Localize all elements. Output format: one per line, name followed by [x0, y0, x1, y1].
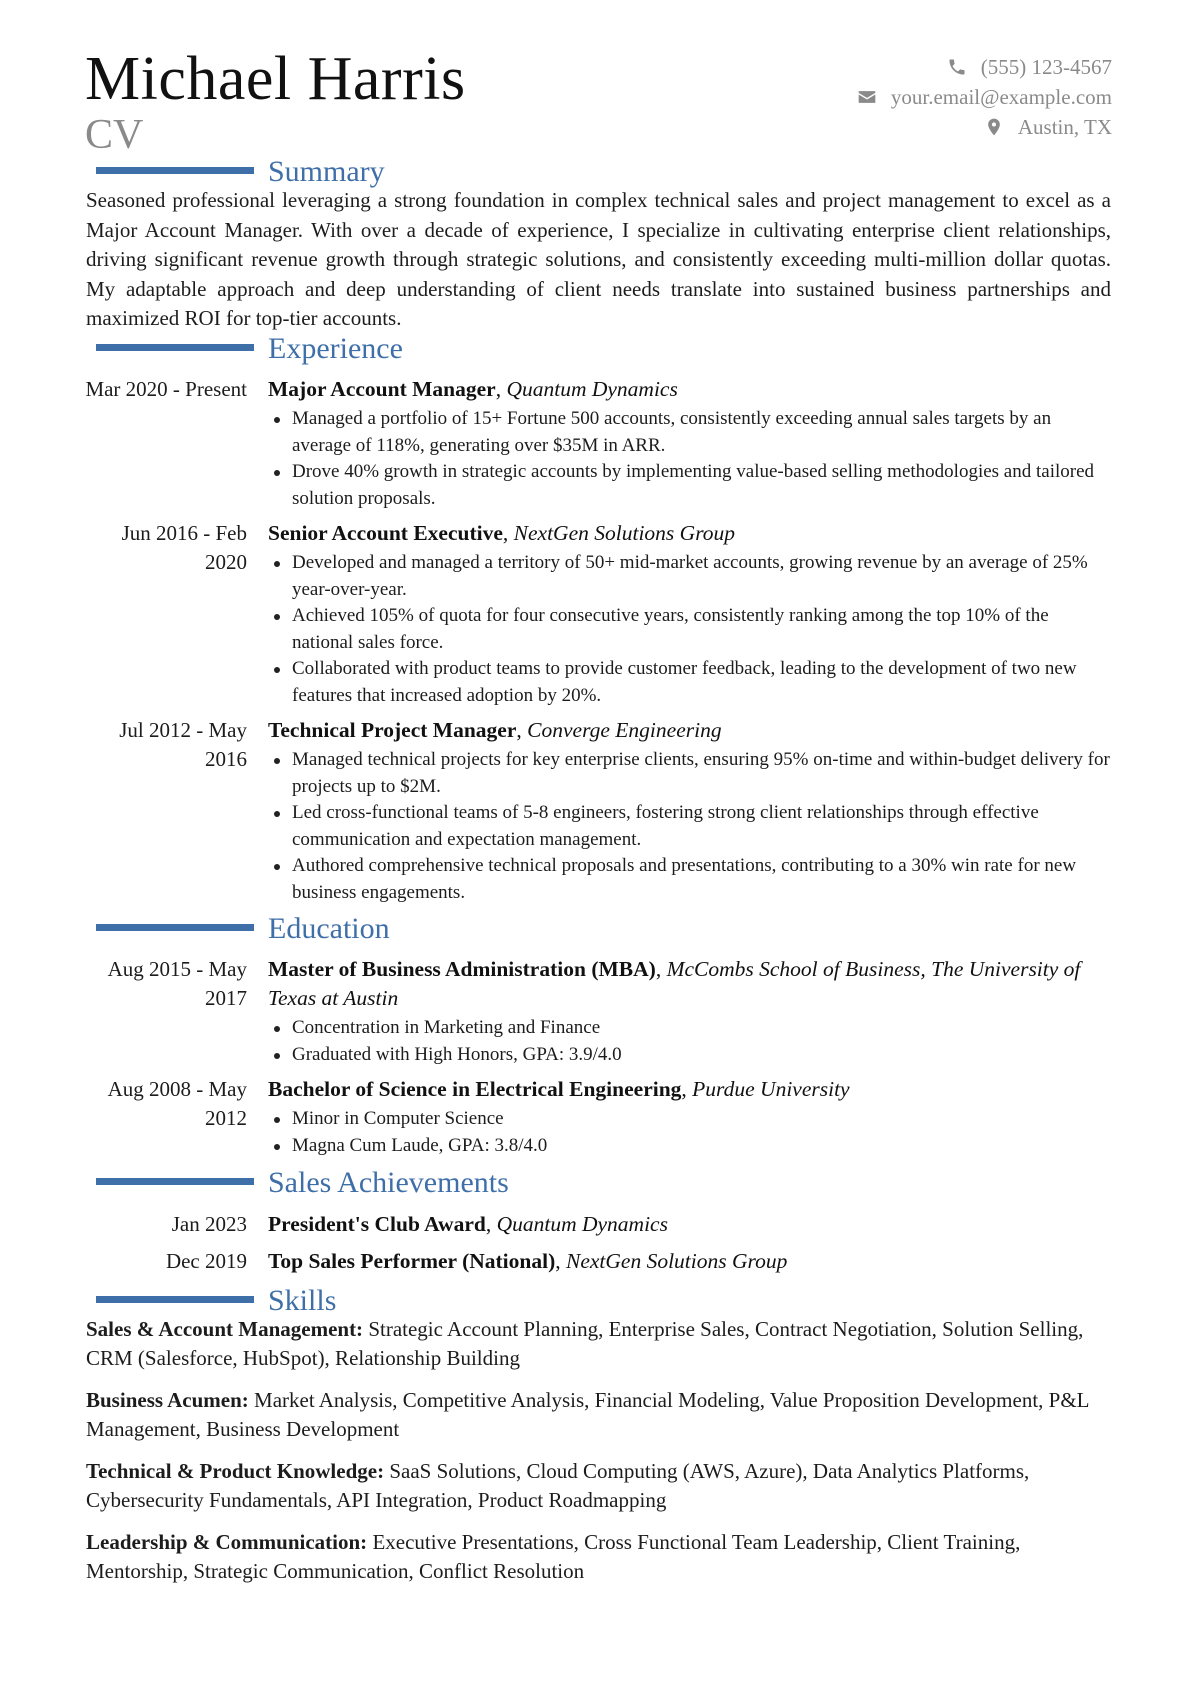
- entry-organization: Purdue University: [692, 1077, 850, 1101]
- entry-title: President's Club Award: [268, 1212, 486, 1236]
- list-item: Achieved 105% of quota for four consecutive years, consistently ranking among the top 10% of the national sales force.: [268, 603, 1110, 656]
- location-text: Austin, TX: [1017, 114, 1112, 139]
- list-item: Collaborated with product teams to provide customer feedback, leading to the development of two new features that increased adoption by 20%.: [268, 656, 1110, 709]
- education-section-header: [0, 911, 1190, 947]
- contact-email[interactable]: [692, 82, 1112, 112]
- skill-group: [86, 1528, 1111, 1586]
- skill-group-label: Sales & Account Management:: [86, 1317, 364, 1341]
- entry-organization: NextGen Solutions Group: [513, 521, 736, 545]
- skill-group-items: Market Analysis, Competitive Analysis, Financial Modeling, Value Proposition Development, P&L Management, Business Development: [86, 1388, 1089, 1441]
- entry-date: Dec 2019: [165, 1249, 247, 1273]
- contact-phone[interactable]: [692, 52, 1112, 82]
- document-subtitle: CV: [85, 112, 144, 158]
- phone-icon: [947, 57, 967, 77]
- contact-location: [692, 112, 1112, 142]
- skill-group-label: Technical & Product Knowledge:: [86, 1459, 385, 1483]
- entry-organization: McCombs School of Business, The University of Texas at Austin: [268, 957, 1081, 1010]
- list-item: Developed and managed a territory of 50+ mid-market accounts, growing revenue by an average of 25% year-over-year.: [268, 550, 1110, 603]
- list-item: Managed technical projects for key enterprise clients, ensuring 95% on-time and within-budget delivery for projects up to $2M.: [268, 747, 1110, 800]
- summary-section-header: [0, 154, 1190, 190]
- skill-group: [86, 1386, 1111, 1444]
- section-title-achievements: Sales Achievements: [268, 1166, 509, 1199]
- list-item: Graduated with High Honors, GPA: 3.9/4.0: [268, 1042, 1110, 1069]
- entry-date: Mar 2020 - Present: [85, 377, 247, 401]
- entry-organization: Converge Engineering: [527, 718, 722, 742]
- list-item: Managed a portfolio of 15+ Fortune 500 accounts, consistently exceeding annual sales targets by an average of 118%, generating over $35M in ARR.: [268, 406, 1110, 459]
- skill-group: [86, 1457, 1111, 1515]
- section-title-summary: Summary: [268, 155, 385, 188]
- section-title-experience: Experience: [268, 332, 403, 365]
- summary-text: Seasoned professional leveraging a strong foundation in complex technical sales and project management to excel as a Major Account Manager. With over a decade of experience, I specialize in cultivating enterprise client relationships, driving significant revenue growth through strategic solutions, and consistently exceeding multi-million dollar quotas. My adaptable approach and deep understanding of client needs translate into sustained business partnerships and maximized ROI for top-tier accounts.: [86, 188, 1111, 331]
- entry-date: Aug 2015 - May 2017: [107, 957, 247, 1010]
- section-accent-bar: [96, 167, 254, 174]
- section-accent-bar: [96, 1296, 254, 1303]
- entry-date: Jul 2012 - May 2016: [119, 718, 247, 771]
- entry-title: Senior Account Executive: [268, 521, 503, 545]
- skill-group-items: Executive Presentations, Cross Functional Team Leadership, Client Training, Mentorship, Strategic Communication, Conflict Resolution: [86, 1530, 1021, 1583]
- section-accent-bar: [96, 344, 254, 351]
- contact-block: [692, 52, 1112, 142]
- skill-group-items: SaaS Solutions, Cloud Computing (AWS, Azure), Data Analytics Platforms, Cybersecurity Fundamentals, API Integration, Product Roadmapping: [86, 1459, 1030, 1512]
- phone-text: (555) 123-4567: [980, 54, 1112, 79]
- entry-title: Bachelor of Science in Electrical Engineering: [268, 1077, 682, 1101]
- section-title-education: Education: [268, 912, 390, 945]
- experience-section-header: [0, 331, 1190, 367]
- skill-group-items: Strategic Account Planning, Enterprise Sales, Contract Negotiation, Solution Selling, CRM (Salesforce, HubSpot), Relationship Building: [86, 1317, 1084, 1370]
- achievements-section-header: [0, 1165, 1190, 1201]
- skills-section-header: [0, 1283, 1190, 1319]
- list-item: Concentration in Marketing and Finance: [268, 1015, 1110, 1042]
- skill-group-label: Leadership & Communication:: [86, 1530, 368, 1554]
- email-text: your.email@example.com: [890, 84, 1112, 109]
- section-accent-bar: [96, 924, 254, 931]
- entry-title: Master of Business Administration (MBA): [268, 957, 656, 981]
- skill-group: [86, 1315, 1111, 1373]
- entry-date: Jan 2023: [171, 1212, 247, 1236]
- entry-organization: Quantum Dynamics: [496, 1212, 668, 1236]
- skill-group-label: Business Acumen:: [86, 1388, 249, 1412]
- section-title-skills: Skills: [268, 1284, 337, 1317]
- list-item: Authored comprehensive technical proposals and presentations, contributing to a 30% win rate for new business engagements.: [268, 853, 1110, 906]
- entry-organization: NextGen Solutions Group: [565, 1249, 788, 1273]
- map-pin-icon: [984, 117, 1004, 137]
- entry-organization: Quantum Dynamics: [506, 377, 678, 401]
- list-item: Minor in Computer Science: [268, 1106, 1110, 1133]
- entry-title: Technical Project Manager: [268, 718, 517, 742]
- entry-title: Major Account Manager: [268, 377, 496, 401]
- list-item: Drove 40% growth in strategic accounts by implementing value-based selling methodologies and tailored solution proposals.: [268, 459, 1110, 512]
- envelope-icon: [857, 87, 877, 107]
- section-accent-bar: [96, 1178, 254, 1185]
- entry-date: Jun 2016 - Feb 2020: [121, 521, 247, 574]
- entry-title: Top Sales Performer (National): [268, 1249, 556, 1273]
- candidate-name: Michael Harris: [85, 45, 466, 113]
- list-item: Led cross-functional teams of 5-8 engineers, fostering strong client relationships through effective communication and expectation management.: [268, 800, 1110, 853]
- entry-date: Aug 2008 - May 2012: [107, 1077, 247, 1130]
- list-item: Magna Cum Laude, GPA: 3.8/4.0: [268, 1133, 1110, 1160]
